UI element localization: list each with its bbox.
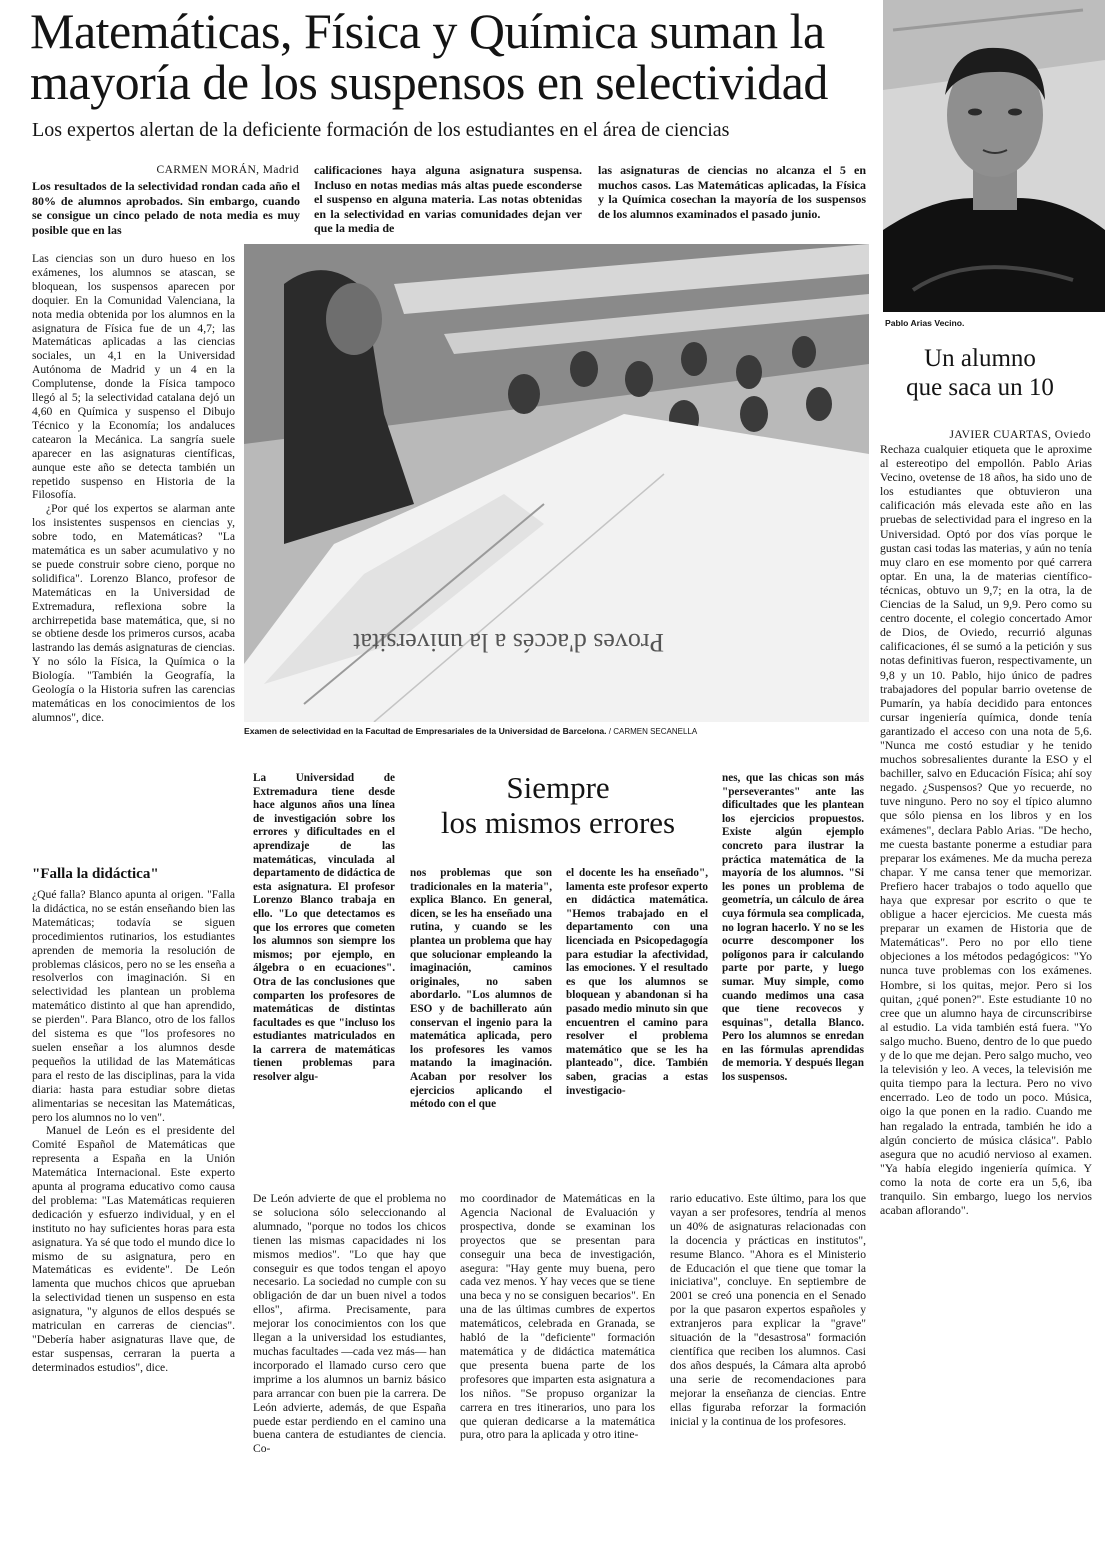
portrait-caption: Pablo Arias Vecino. [885, 318, 965, 328]
side-title [875, 344, 1085, 402]
bottom-col-3: rario educativo. Este último, para los que vayan a ser profesores, tendría al menos un 40% de asignaturas relacionadas con la docencia y prácticas en institutos", resume Blanco. "Ahora es el Ministerio de Educación el que tiene que tomar la iniciativa", concluye. En septiembre de 2001 se creó una ponencia en el Senado por la que pasaron expertos españoles y extranjeros para explicar la "grave" situación de la "desastrosa" formación científica que reciben los alumnos. Casi dos años después, la Cámara alta aprobó una serie de recomendaciones para mejorar la enseñanza de ciencias. Entre ellas figuraba reforzar la formación inicial y la continua de los profesores. [670, 1192, 866, 1428]
subhead-falla: "Falla la didáctica" [32, 866, 159, 882]
photo-credit: / CARMEN SECANELLA [606, 727, 698, 736]
exam-photo-illustration [244, 244, 869, 722]
exam-paper-title: Proves d'accés a la universitat [353, 628, 664, 657]
side-title-line2: que saca un 10 [906, 374, 1054, 401]
byline: CARMEN MORÁN, Madrid [156, 164, 299, 176]
box-col-3: el docente les ha enseñado", lamenta este profesor experto en didáctica matemática. "Hemos trabajado en el departamento con una licenciada en Psicopedagogía para estudiar la afectividad, las emociones. Y el resultado es que los alumnos se bloquean y abandonan si ha pasado medio minuto sin que encuentren el camino para resolver el problema matemático que se les ha planteado", dice. También saben, gracias a estas investigacio- [566, 867, 708, 1097]
headline-line2: mayoría de los suspensos en selectividad [30, 54, 828, 110]
lead-col2: calificaciones haya alguna asignatura suspensa. Incluso en notas medias más altas puede esconderse el suspenso en alguna materia. Las notas obtenidas en la selectividad en varias comunidades dejan ver que la media de [314, 163, 582, 235]
exam-photo [244, 244, 869, 722]
box-title [408, 770, 708, 840]
left-para-2: ¿Por qué los expertos se alarman ante los insistentes suspensos en ciencias y, sobre todo, en Matemáticas? "La matemática es un saber acumulativo y no se puede construir sobre cieno, porque no solidifica". Lorenzo Blanco, profesor de Matemáticas en la Universidad de Extremadura, reflexiona sobre la archirrepetida base matemática, que, si no se obtiene desde los primeros cursos, acaba lastrando las demás asignaturas de ciencias. Y no sólo la Física, la Química o la Biología. "También la Geografía, la Geología o la Historia sufren las carencias matemáticas en los conocimientos de los alumnos", dice. [32, 502, 235, 724]
lead-col1: Los resultados de la selectividad rondan cada año el 80% de alumnos aprobados. Sin embargo, cuando se consigue un cinco pelado de nota media es muy posible que en las [32, 179, 300, 237]
left-para-1: Las ciencias son un duro hueso en los exámenes, los alumnos se atascan, se bloquean, los suspensos aparecen por doquier. En la Comunidad Valenciana, la nota media obtenida por los alumnos en la asignatura de Física fue de un 4,7; las Matemáticas aplicadas a las ciencias sociales, un 4,1 en la Universidad Autónoma de Madrid y un 4 en la Complutense, donde la Física tampoco llegó al 5; la selectividad catalana dejó un 4,60 en Química y suspenso el Dibujo Técnico y la Economía; los andaluces catearon la Mecánica. La sangría suele aparecer en las asignaturas científicas, aunque este año se detecta también un repetido suspenso en Historia de la Filosofía. [32, 252, 235, 502]
side-byline: JAVIER CUARTAS, Oviedo [949, 429, 1091, 441]
left-para-3: ¿Qué falla? Blanco apunta al origen. "Falla la didáctica, no se están enseñando bien las Matemáticas; todavía se siguen procedimientos rutinarios, los estudiantes aprenden de memoria la resolución de problemas clásicos, pero no se les enseña a resolverlos con imaginación. Si en selectividad les plantean un problema matemático distinto al que han aprendido, se pierden". Para Blanco, otro de los fallos del sistema es que "los profesores no suelen enseñar a los alumnos desde pequeños la utilidad de las Matemáticas para el resto de las disciplinas, para la vida diaria: hasta para estudiar sobre dietas alimentarias se necesitan las Matemáticas, pero los alumnos no lo ven". [32, 888, 235, 1124]
subheadline: Los expertos alertan de la deficiente formación de los estudiantes en el área de ciencias [32, 119, 730, 141]
article-col-left-2 [32, 888, 235, 1375]
box-title-line2: los mismos errores [440, 805, 676, 840]
box-col-1: La Universidad de Extremadura tiene desde hace algunos años una línea de investigación sobre los errores y dificultades en el aprendizaje de las matemáticas, vinculada al departamento de didáctica de esta asignatura. El profesor Lorenzo Blanco trabaja en ello. "Lo que detectamos es que los errores que cometen los alumnos son siempre los mismos; por ejemplo, en álgebra o en ecuaciones". Otra de las conclusiones que comparten los profesores de matemáticas de distintas facultades es que "incluso los estudiantes matriculados en la carrera de matemáticas tienen problemas para resolver algu- [253, 772, 395, 1084]
side-story-text: Rechaza cualquier etiqueta que le aproxime al estereotipo del empollón. Pablo Arias Vecino, ovetense de 18 años, ha sido uno de los estudiantes que obtuvieron una calificación más elevada este año en las pruebas de selectividad para el ingreso en la Universidad. Optó por dos vías porque le gustan casi todas las materias, y aún no tenía muy claro en ese momento por qué carrera optar. En una, la de materias científico-técnicas, obtuvo un 9,7; en la otra, la de Ciencias de la Salud, un 9,9. Pero como su centro docente, el colegio concertado Amor de Dios, de Oviedo, recurrió algunas calificaciones, él se sumó a la petición y sus notas definitivas fueron, respectivamente, un 9,8 y un 10. Pablo, hijo único de padres trabajadores del popular barrio ovetense de Pumarín, ya había decidido para entonces cursar ingeniería química, donde tenía garantizado el acceso con una nota de 5,6. "Nunca me costó estudiar y he tenido muchos sobresalientes durante la ESO y el bachiller, salvo en Educación Física; ahí soy negado. ¿Suspensos? Que yo recuerde, no tuve ninguno. Pero no soy el típico alumno que sólo piensa en los libros y en los exámenes", declara Pablo Arias. "De hecho, me cuesta bastante ponerme a estudiar para preparar los exámenes. Me da mucha pereza chapar. Y me cansa tener que memorizar. Prefiero hacer trabajos o todo aquello que haya que expresar por escrito o que te obligue a hacer ejercicios. Me cuesta más preparar un examen de Historia que de Matemáticas". Pero no por ello tiene objeciones a los métodos pedagógicos: "Yo nunca tuve problemas con los exámenes. Hombre, si los quitas, mejor. Pero si los quitan, ¿qué ponen?". Este estudiante 10 no cree que un alumno haya de circunscribirse al estudio. La vida también está fuera. "Yo salgo mucho. Bueno, dentro de lo que puedo y de lo que me dejan. Pero salgo mucho, veo la televisión y leo. A veces, la televisión me quita tiempo para la lectura. Pero no vivo encerrado. Leo de todo un poco. Música, oigo la que ponen en la radio. Cuando me han regalado la entrada, también he ido a algún concierto de música clásica". Pablo asegura que no acudió nervioso al examen. "Ya había elegido ingeniería química. Y como la nota de corte era un 5,6, iba tranquilo. Sin embargo, luego los nervios acaban aflorando". [880, 442, 1092, 1218]
box-title-line1: Siempre [506, 770, 610, 805]
portrait-illustration [883, 0, 1105, 312]
box-col-4: nes, que las chicas son más "perseverantes" ante las dificultades que les plantean los ejercicios propuestos. Existe algún ejemplo concreto para ilustrar la práctica matemática de la mayoría de los alumnos. "Si les pones un problema de geometría, un cálculo de área cuya fórmula sea complicada, no logran hacerlo. Y no se les ocurre descomponer los polígonos para ir calculando parte por parte, y luego sumar. Muy simple, como cuando medimos una casa que tiene recovecos y esquinas", detalla Blanco. Pero los alumnos se enredan en las fórmulas aprendidas de memoria. Y después llegan los suspensos. [722, 772, 864, 1084]
portrait-photo [883, 0, 1105, 312]
left-para-4: Manuel de León es el presidente del Comité Español de Matemáticas que representa a España en la Unión Matemática Internacional. Este experto apunta al programa educativo como causa del problema: "Las Matemáticas requieren dedicación y esfuerzo individual, y en el instituto no hay suficientes horas para esta asignatura. Ya sé que todo el mundo dice lo mismo de su asignatura, pero en Matemáticas es evidente". De León lamenta que muchos chicos que aprueban la selectividad tienen un suspenso en esta asignatura, "y algunos de ellos después se matriculan en carreras de ciencias". "Debería haber asignaturas llave que, de estar suspensas, cerraran la puerta a determinados estudios", dice. [32, 1124, 235, 1374]
article-col-left [32, 252, 235, 725]
photo-caption-text: Examen de selectividad en la Facultad de Empresariales de la Universidad de Barcelona. [244, 726, 607, 736]
box-col-2: nos problemas que son tradicionales en la materia", explica Blanco. En general, dicen, se les ha enseñado una rutina, y cuando se les plantea un problema que hay que solucionar empleando la imaginación, caminos originales, no saben abordarlo. "Los alumnos de ESO y de bachillerato aún conservan el ingenio para la matemática aplicada, pero los profesores les vamos matando la imaginación. Acaban por resolver los ejercicios aplicando el método con el que [410, 867, 552, 1111]
lead-col3: las asignaturas de ciencias no alcanza el 5 en muchos casos. Las Matemáticas aplicadas, la Física y la Química cosechan la mayoría de los suspensos de los alumnos examinados el pasado junio. [598, 163, 866, 221]
headline-line1: Matemáticas, Física y Química suman la [30, 3, 825, 59]
photo-caption [244, 726, 869, 736]
bottom-col-1: De León advierte de que el problema no se soluciona sólo seleccionando al alumnado, "porque no todos los chicos tienen las mismas capacidades ni los mismos medios". "Lo que hay que conseguir es que todos tengan el apoyo necesario. La sociedad no cumple con su obligación de dar un buen nivel a todos ellos", afirma. Precisamente, para mejorar los conocimientos con los que llegan a la universidad los estudiantes, muchas facultades —cada vez más— han incorporado el llamado curso cero que imprime a los alumnos un barniz básico para arrancar con buen pie la carrera. De León advierte, además, de que España puede estar perdiendo en el camino una buena cantera de estudiantes de ciencia. Co- [253, 1192, 446, 1456]
bottom-col-2: mo coordinador de Matemáticas en la Agencia Nacional de Evaluación y prospectiva, donde se examinan los proyectos que se presentan para conseguir una beca de investigación, asegura: "Hay gente muy buena, pero cada vez menos. Y hay veces que se tiene una beca y no se consiguen becarios". En una de las últimas cumbres de expertos matemáticos, celebrada en Granada, se habló de la "deficiente" formación matemática y de didáctica matemática que presenta buena parte de los profesores que imparten esta asignatura a los niños. "Se propuso organizar la carrera en tres itinerarios, uno para los que quieran dedicarse a la matemática pura, otro para la aplicada y otro itine- [460, 1192, 655, 1442]
side-title-line1: Un alumno [924, 345, 1036, 372]
